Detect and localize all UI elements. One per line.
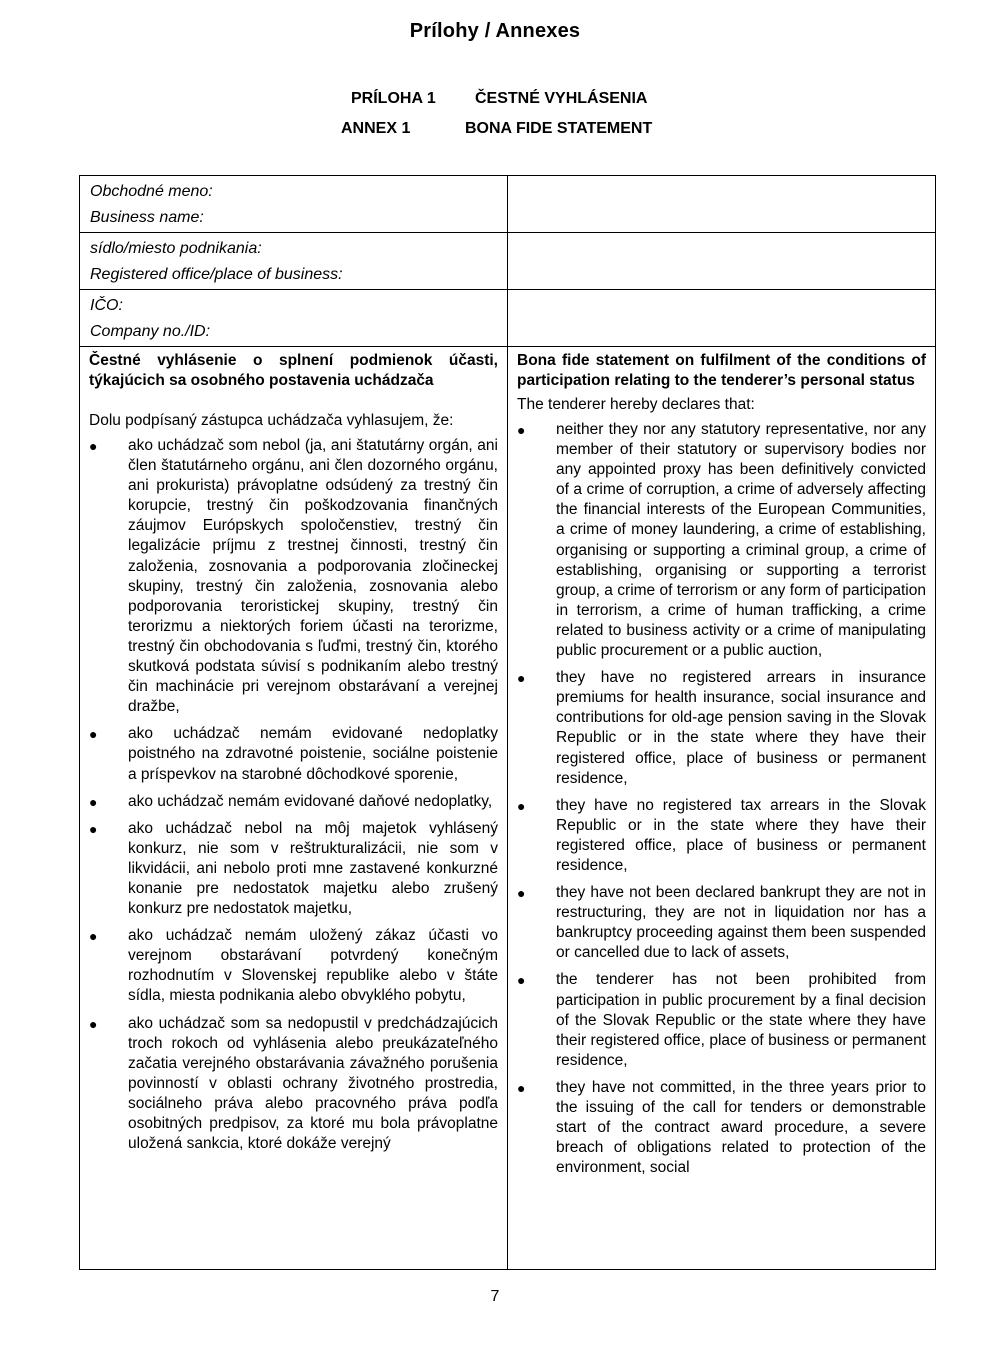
business-name-field[interactable]	[508, 176, 936, 233]
identity-label-sk: IČO:	[90, 297, 123, 314]
declaration-sk-cell	[80, 347, 508, 1270]
list-item	[89, 926, 498, 1006]
list-item-text: neither they nor any statutory representative, nor any member of their statutory or supervisory bodies nor any appointed proxy has been definitively convicted of a crime of corruption, a crime of adversely affecting the financial interests of the European Communities, a crime of money laundering, a crime of establishing, organising or supporting a criminal group, a crime of establishing, organising or supporting a terrorist group, a crime of terrorism or any form of participation in terrorism, a crime of human trafficking, a crime related to business activity or a crime of manipulating public procurement or a public auction,	[556, 421, 926, 660]
list-item	[517, 420, 926, 661]
list-item-text: ako uchádzač som nebol (ja, ani štatutárny orgán, ani člen štatutárneho orgánu, ani člen dozorného orgánu, ani prokurista) právoplatne odsúdený za trestný čin korupcie, trestný čin poškodzovania finančných záujmov Európskych spoločenstiev, trestný čin legalizácie príjmu z trestnej činnosti, trestný čin založenia, zosnovania a podporovania zločineckej skupiny, trestný čin založenia, zosnovania alebo podporovania teroristickej skupiny, trestný čin terorizmu a niektorých foriem účasti na terorizme, trestný čin obchodovania s ľuďmi, trestný čin, ktorého skutková podstata súvisí s podnikaním alebo trestný čin machinácie pri verejnom obstarávaní a verejnej dražbe,	[128, 437, 498, 716]
identity-label-en: Business name:	[90, 209, 204, 226]
bullet-icon: ●	[517, 972, 526, 989]
identity-row-company-id	[80, 290, 936, 347]
annex-number-en: ANNEX 1	[341, 120, 411, 137]
bullet-icon: ●	[517, 422, 526, 438]
identity-row-business-name	[80, 176, 936, 233]
list-item-text: the tenderer has not been prohibited from participation in public procurement by a final decision of the Slovak Republic or the state where they have their registered office, place of business or permanent residence,	[556, 971, 926, 1069]
page-number: 7	[490, 1288, 500, 1305]
list-item	[517, 1078, 926, 1178]
identity-label-en: Registered office/place of business:	[90, 266, 343, 283]
list-item-text: ako uchádzač nemám evidované nedoplatky poistného na zdravotné poistenie, sociálne poistenie a príspevkov na starobné dôchodkové sporenie,	[128, 725, 498, 783]
identity-label-sk: sídlo/miesto podnikania:	[90, 240, 262, 257]
identity-label-cell	[80, 233, 508, 290]
identity-label-cell	[80, 290, 508, 347]
list-item	[89, 724, 498, 784]
identity-row-registered-office	[80, 233, 936, 290]
declaration-list-sk	[89, 436, 498, 1154]
list-item-text: ako uchádzač nebol na môj majetok vyhlásený konkurz, nie som v reštrukturalizácii, nie som v likvidácii, ani nebolo proti mne zastavené konkurzné konanie pre nedostatok majetku alebo zrušený konkurz pre nedostatok majetku,	[128, 819, 498, 918]
identity-label-cell	[80, 176, 508, 233]
list-item-text: they have not committed, in the three years prior to the issuing of the call for tenders or demonstrable start of the contract award procedure, a severe breach of obligations related to protection of the environment, social	[556, 1078, 926, 1177]
company-id-field[interactable]	[508, 290, 936, 347]
declaration-heading-en: Bona fide statement on fulfilment of the conditions of participation relating to the tenderer’s personal status	[517, 352, 926, 389]
page-title: Prílohy / Annexes	[409, 20, 581, 42]
list-item-text: they have no registered arrears in insurance premiums for health insurance, social insurance and contributions for old-age pension saving in the Slovak Republic or in the state where they have their registered office, place of business or permanent residence,	[556, 669, 926, 787]
bullet-icon: ●	[517, 885, 526, 902]
annex-number-sk: PRÍLOHA 1	[351, 90, 436, 107]
annex-title-sk: ČESTNÉ VYHLÁSENIA	[475, 90, 648, 107]
declaration-intro-en: The tenderer hereby declares that:	[517, 396, 755, 413]
declaration-row	[80, 347, 936, 1270]
identity-label-sk: Obchodné meno:	[90, 183, 213, 200]
list-item	[89, 792, 498, 812]
list-item-text: ako uchádzač nemám evidované daňové nedoplatky,	[128, 792, 493, 810]
list-item-text: ako uchádzač nemám uložený zákaz účasti vo verejnom obstarávaní potvrdený konečným rozhodnutím v Slovenskej republike alebo v štáte sídla, miesta podnikania alebo obvyklého pobytu,	[128, 927, 498, 1005]
list-item	[517, 796, 926, 876]
list-item	[517, 883, 926, 963]
list-item	[89, 1014, 498, 1155]
bullet-icon: ●	[89, 726, 98, 743]
declaration-heading-sk: Čestné vyhlásenie o splnení podmienok účasti, týkajúcich sa osobného postavenia uchádzača	[89, 352, 498, 389]
list-item-text: they have not been declared bankrupt they are not in restructuring, they are not in liquidation nor has a bankruptcy proceeding against them been suspended or cancelled due to lack of assets,	[556, 884, 926, 962]
list-item	[517, 970, 926, 1070]
declaration-intro-sk: Dolu podpísaný zástupca uchádzača vyhlasujem, že:	[89, 412, 454, 429]
annex-title-en: BONA FIDE STATEMENT	[465, 120, 653, 137]
list-item	[517, 668, 926, 789]
list-item	[89, 436, 498, 717]
bullet-icon: ●	[517, 797, 526, 814]
bullet-icon: ●	[517, 1079, 526, 1096]
statement-table	[79, 175, 936, 1270]
registered-office-field[interactable]	[508, 233, 936, 290]
bullet-icon: ●	[89, 928, 98, 945]
bullet-icon: ●	[89, 820, 98, 837]
declaration-en-cell	[508, 347, 936, 1270]
bullet-icon: ●	[89, 793, 98, 810]
list-item	[89, 819, 498, 919]
list-item-text: ako uchádzač som sa nedopustil v predchádzajúcich troch rokoch od vyhlásenia alebo preukázateľného začatia verejného obstarávania závažného porušenia povinností v oblasti ochrany životného prostredia, sociálneho práva alebo pracovného práva podľa osobitných predpisov, za ktoré mu bola právoplatne uložená sankcia, ktoré dokáže verejný	[128, 1014, 498, 1153]
bullet-icon: ●	[89, 1015, 98, 1032]
declaration-list-en	[517, 420, 926, 1178]
bullet-icon: ●	[517, 670, 526, 687]
identity-label-en: Company no./ID:	[90, 323, 211, 340]
list-item-text: they have no registered tax arrears in the Slovak Republic or in the state where they have their registered office, place of business or permanent residence,	[556, 796, 926, 874]
bullet-icon: ●	[89, 438, 98, 454]
